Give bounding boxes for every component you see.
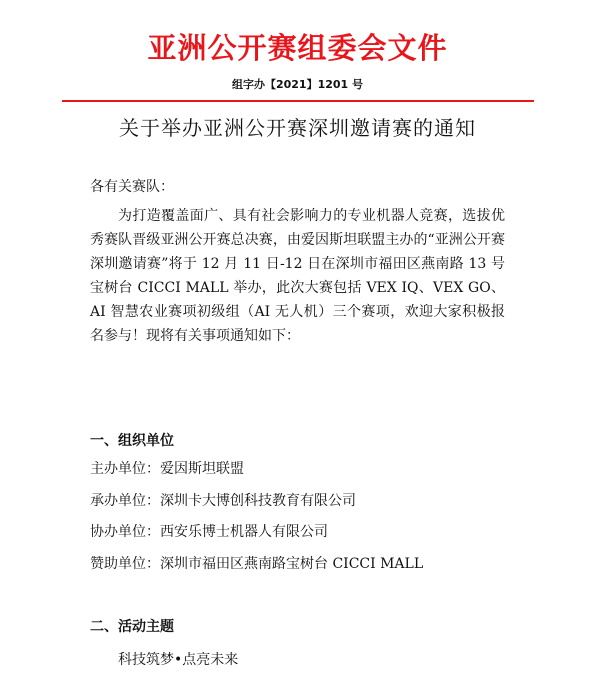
issuing-organization-title: 亚洲公开赛组委会文件	[147, 31, 448, 65]
organizer-label: 主办单位：	[90, 461, 160, 477]
organizer-line-co-organizer	[90, 523, 328, 541]
organizer-value: 爱因斯坦联盟	[160, 461, 244, 477]
organizer-value: 深圳卡大博创科技教育有限公司	[160, 493, 356, 509]
salutation: 各有关赛队：	[90, 179, 174, 195]
document-number: 组字办【2021】1201 号	[231, 78, 364, 91]
organizer-line-host	[90, 460, 244, 478]
organizer-label: 赞助单位：	[90, 556, 160, 572]
header-red-rule	[62, 100, 534, 102]
notice-title: 关于举办亚洲公开赛深圳邀请赛的通知	[119, 116, 476, 140]
organizer-value: 西安乐博士机器人有限公司	[160, 524, 328, 540]
organizer-line-undertaker	[90, 492, 356, 510]
organizer-label: 协办单位：	[90, 524, 160, 540]
organizer-value: 深圳市福田区燕南路宝树台 CICCI MALL	[160, 556, 424, 572]
section-heading-theme: 二、活动主题	[90, 619, 174, 635]
organizer-line-sponsor	[90, 555, 423, 573]
organizer-label: 承办单位：	[90, 493, 160, 509]
body-paragraph: 为打造覆盖面广、具有社会影响力的专业机器人竞赛，选拔优秀赛队晋级亚洲公开赛总决赛，由爱因斯坦联盟主办的“亚洲公开赛深圳邀请赛”将于 12 月 11 日-12 日在深圳市福田区燕南路 13 号宝树台 CICCI MALL 举办，此次大赛包括 VEX IQ、VEX GO、AI 智慧农业赛项初级组（AI 无人机）三个赛项，欢迎大家积极报名参与！现将有关事项通知如下：	[90, 208, 505, 344]
section-heading-organizers: 一、组织单位	[90, 433, 174, 449]
activity-theme: 科技筑梦•点亮未来	[118, 652, 239, 668]
